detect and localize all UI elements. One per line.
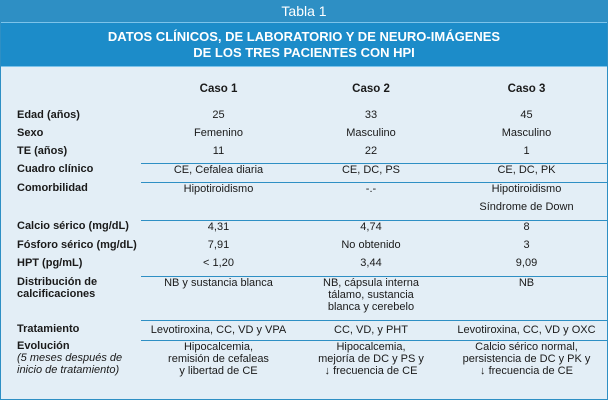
cell: NB y sustancia blanca [141, 276, 296, 320]
row-label: Comorbilidad [17, 182, 88, 194]
table-row [1, 257, 607, 276]
cell: CE, DC, PS [296, 163, 446, 182]
cell-line: mejoría de DC y PS y [318, 352, 424, 365]
cell-line: NB, cápsula interna [323, 276, 419, 289]
table-title [1, 22, 607, 67]
cell: 7,91 [207, 239, 230, 251]
cell: Hipotiroidismo [141, 182, 296, 201]
table-row [1, 201, 607, 220]
cell: 22 [364, 145, 378, 157]
cell: 3 [523, 239, 530, 251]
cell [296, 340, 446, 386]
cell: CE, Cefalea diaria [141, 163, 296, 182]
row-label: Tratamiento [17, 323, 80, 335]
cell-line: Calcio sérico normal, [475, 340, 578, 353]
row-label [1, 276, 141, 320]
column-header-caso-2: Caso 2 [352, 83, 390, 95]
cell-line: y libertad de CE [179, 364, 258, 377]
row-label: TE (años) [17, 145, 68, 157]
cell: -.- [296, 182, 446, 201]
data-table [1, 67, 607, 386]
row-label-line: Distribución de [17, 276, 98, 288]
cell: 25 [212, 109, 225, 121]
table-row [1, 320, 607, 340]
cell: Masculino [501, 127, 552, 139]
table-row [1, 220, 607, 239]
cell-line: persistencia de DC y PK y [462, 352, 591, 365]
header-row [1, 79, 607, 99]
cell: 45 [520, 109, 533, 121]
cell: 11 [212, 145, 225, 157]
cell [141, 340, 296, 386]
row-label: Sexo [17, 127, 44, 139]
row-label: HPT (pg/mL) [17, 257, 83, 269]
cell: 8 [446, 220, 607, 239]
cell: No obtenido [341, 239, 401, 251]
cell: Levotiroxina, CC, VD y VPA [141, 320, 296, 340]
cell: < 1,20 [203, 257, 234, 269]
title-line-2: DE LOS TRES PACIENTES CON HPI [193, 45, 415, 60]
cell-line: blanca y cerebelo [327, 300, 415, 313]
cell-line: ↓ frecuencia de CE [324, 364, 418, 377]
cell: NB [446, 276, 607, 320]
row-label: Fósforo sérico (mg/dL) [17, 239, 137, 251]
table-row [1, 182, 607, 201]
table-row [1, 109, 607, 127]
table-row [1, 145, 607, 163]
table-row [1, 276, 607, 320]
row-label-line: calcificaciones [17, 288, 96, 300]
table-row [1, 239, 607, 257]
cell: Femenino [194, 127, 243, 139]
cell: Hipotiroidismo [446, 182, 607, 201]
cell: Masculino [346, 127, 396, 139]
cell: Levotiroxina, CC, VD y OXC [446, 320, 607, 340]
row-label: Calcio sérico (mg/dL) [17, 220, 129, 232]
cell-line: remisión de cefaleas [168, 352, 269, 365]
cell-line: tálamo, sustancia [328, 288, 414, 301]
table-row [1, 163, 607, 182]
cell-line: Hipocalcemia, [336, 340, 406, 353]
cell: 1 [523, 145, 530, 157]
table-row [1, 340, 607, 386]
row-label-note: (5 meses después de [17, 352, 123, 364]
table-row [1, 127, 607, 145]
row-label-note: inicio de tratamiento) [17, 364, 120, 376]
cell: 3,44 [360, 257, 382, 269]
cell: 33 [364, 109, 378, 121]
cell [446, 340, 607, 386]
row-label-line: Evolución [17, 340, 70, 352]
cell [296, 276, 446, 320]
row-label: Cuadro clínico [17, 163, 94, 175]
column-header-caso-3: Caso 3 [507, 83, 546, 95]
cell: CE, DC, PK [446, 163, 607, 182]
table-caption: Tabla 1 [1, 1, 607, 22]
cell: CC, VD, y PHT [296, 320, 446, 340]
column-header-caso-1: Caso 1 [199, 83, 238, 95]
cell: 9,09 [515, 257, 538, 269]
title-line-1: DATOS CLÍNICOS, DE LABORATORIO Y DE NEURO-IMÁGENES [107, 29, 501, 44]
cell-line: Hipocalcemia, [183, 340, 254, 353]
cell: Síndrome de Down [479, 201, 574, 213]
cell: 4,74 [296, 220, 446, 239]
row-label: Edad (años) [17, 109, 80, 121]
cell-line: ↓ frecuencia de CE [480, 364, 573, 377]
cell: 4,31 [141, 220, 296, 239]
row-label [1, 340, 141, 386]
